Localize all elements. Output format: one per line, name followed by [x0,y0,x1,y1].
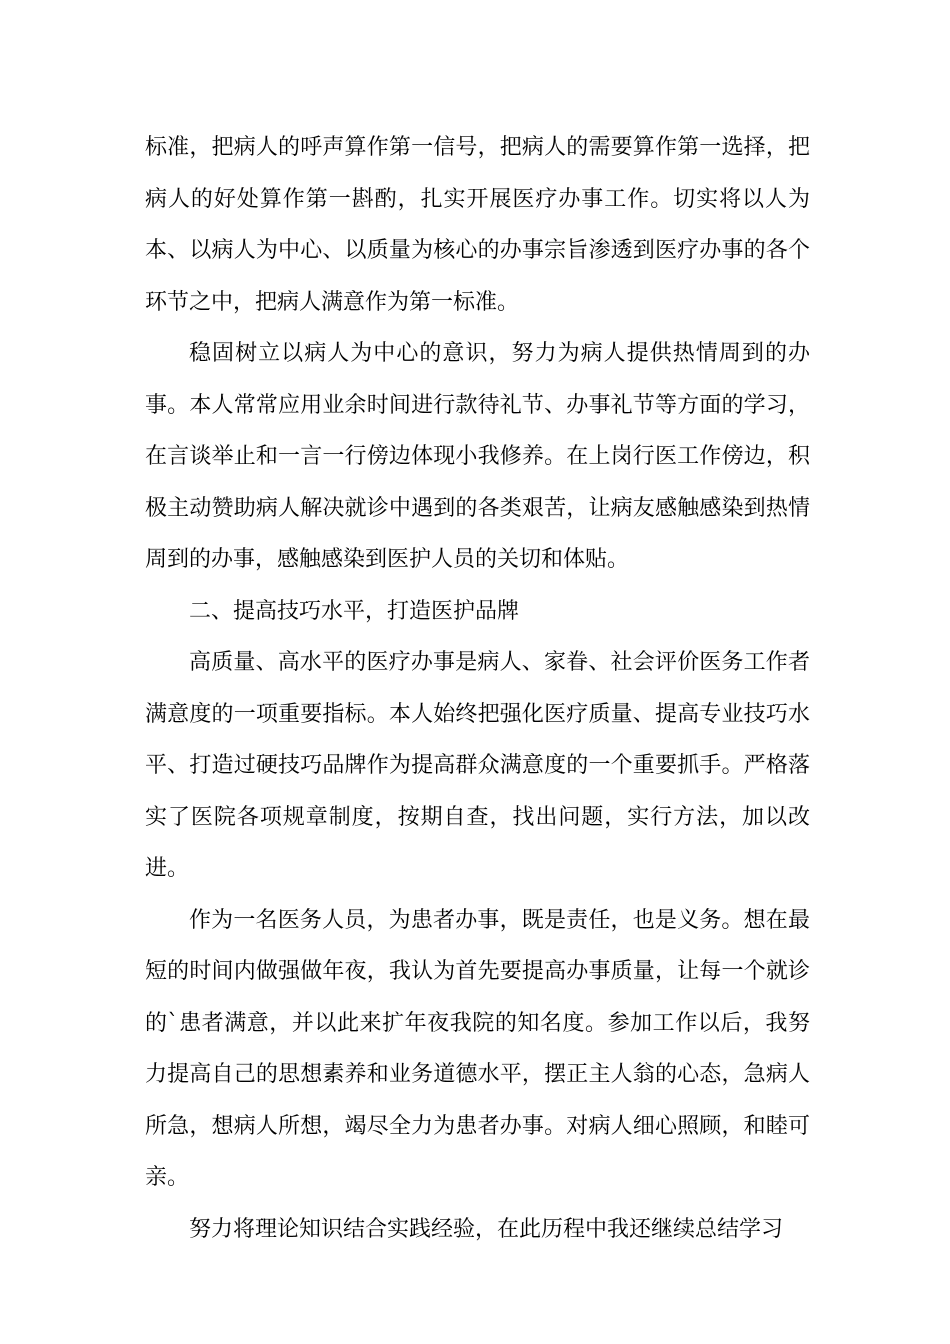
paragraph-1: 标准，把病人的呼声算作第一信号，把病人的需要算作第一选择，把病人的好处算作第一斟酌，扎实开展医疗办事工作。切实将以人为本、以病人为中心、以质量为核心的办事宗旨渗透到医疗办事的各个环节之中，把病人满意作为第一标准。 [145,135,810,315]
section-heading: 二、提高技巧水平，打造医护品牌 [189,598,520,624]
paragraph-3: 高质量、高水平的医疗办事是病人、家眷、社会评价医务工作者满意度的一项重要指标。本人始终把强化医疗质量、提高专业技巧水平、打造过硬技巧品牌作为提高群众满意度的一个重要抓手。严格落实了医院各项规章制度，按期自查，找出问题，实行方法，加以改进。 [145,650,810,881]
paragraph-2: 稳固树立以病人为中心的意识，努力为病人提供热情周到的办事。本人常常应用业余时间进行款待礼节、办事礼节等方面的学习，在言谈举止和一言一行傍边体现小我修养。在上岗行医工作傍边，积极主动赞助病人解决就诊中遇到的各类艰苦，让病友感触感染到热情周到的办事，感触感染到医护人员的关切和体贴。 [145,341,810,572]
paragraph-4: 作为一名医务人员，为患者办事，既是责任，也是义务。想在最短的时间内做强做年夜，我认为首先要提高办事质量，让每一个就诊的`患者满意，并以此来扩年夜我院的知名度。参加工作以后，我努力提高自己的思想素养和业务道德水平，摆正主人翁的心态，急病人所急，想病人所想，竭尽全力为患者办事。对病人细心照顾，和睦可亲。 [145,907,810,1190]
paragraph-5: 努力将理论知识结合实践经验，在此历程中我还继续总结学习 [189,1216,784,1242]
document-body [145,122,810,1255]
